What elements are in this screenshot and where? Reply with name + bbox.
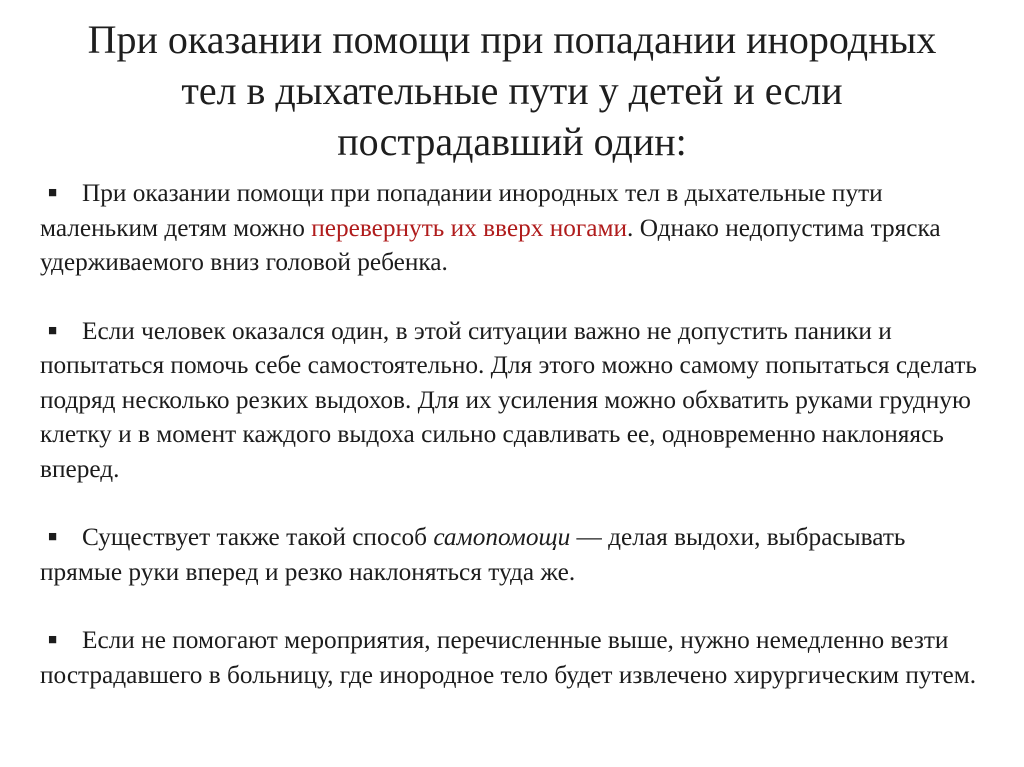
- title-line: При оказании помощи при попадании инородных: [87, 17, 937, 62]
- italic-term: самопомощи: [433, 523, 571, 551]
- slide-title: [60, 14, 964, 167]
- paragraph-text: — делая выдохи, выбрасывать прямые руки вперед и резко наклоняться туда же.: [40, 523, 906, 586]
- square-bullet-icon: ■: [48, 322, 58, 339]
- square-bullet-icon: ■: [48, 529, 58, 545]
- title-line: пострадавший один:: [337, 119, 687, 164]
- bullet-paragraph-infants: [40, 176, 990, 280]
- bullet-paragraph-alone: [40, 314, 990, 487]
- square-bullet-icon: ■: [48, 185, 58, 201]
- paragraph-text: При оказании помощи при попадании инородных тел в дыхательные пути маленьким детям можно: [40, 179, 883, 242]
- title-line: тел в дыхательные пути у детей и если: [181, 68, 843, 113]
- paragraph-text: Если человек оказался один, в этой ситуации важно не допустить паники и попытаться помочь себе самостоятельно. Для этого можно самому попытаться сделать подряд несколько резких выдохов. Для их усиления можно обхватить руками грудную клетку и в момент каждого выдоха сильно сдавливать ее, одновременно наклоняясь вперед.: [40, 316, 977, 483]
- square-bullet-icon: ■: [48, 632, 58, 648]
- bullet-list: [40, 176, 990, 726]
- bullet-paragraph-hospital: [40, 623, 990, 692]
- paragraph-text: . Однако недопустима тряска удерживаемого вниз головой ребенка.: [40, 213, 941, 276]
- paragraph-text: Если не помогают мероприятия, перечисленные выше, нужно немедленно везти пострадавшего в больницу, где инородное тело будет извлечено хирургическим путем.: [40, 626, 977, 689]
- paragraph-text: Существует также такой способ: [82, 523, 434, 551]
- bullet-paragraph-self-help: [40, 520, 990, 589]
- highlighted-phrase: перевернуть их вверх ногами: [311, 213, 628, 242]
